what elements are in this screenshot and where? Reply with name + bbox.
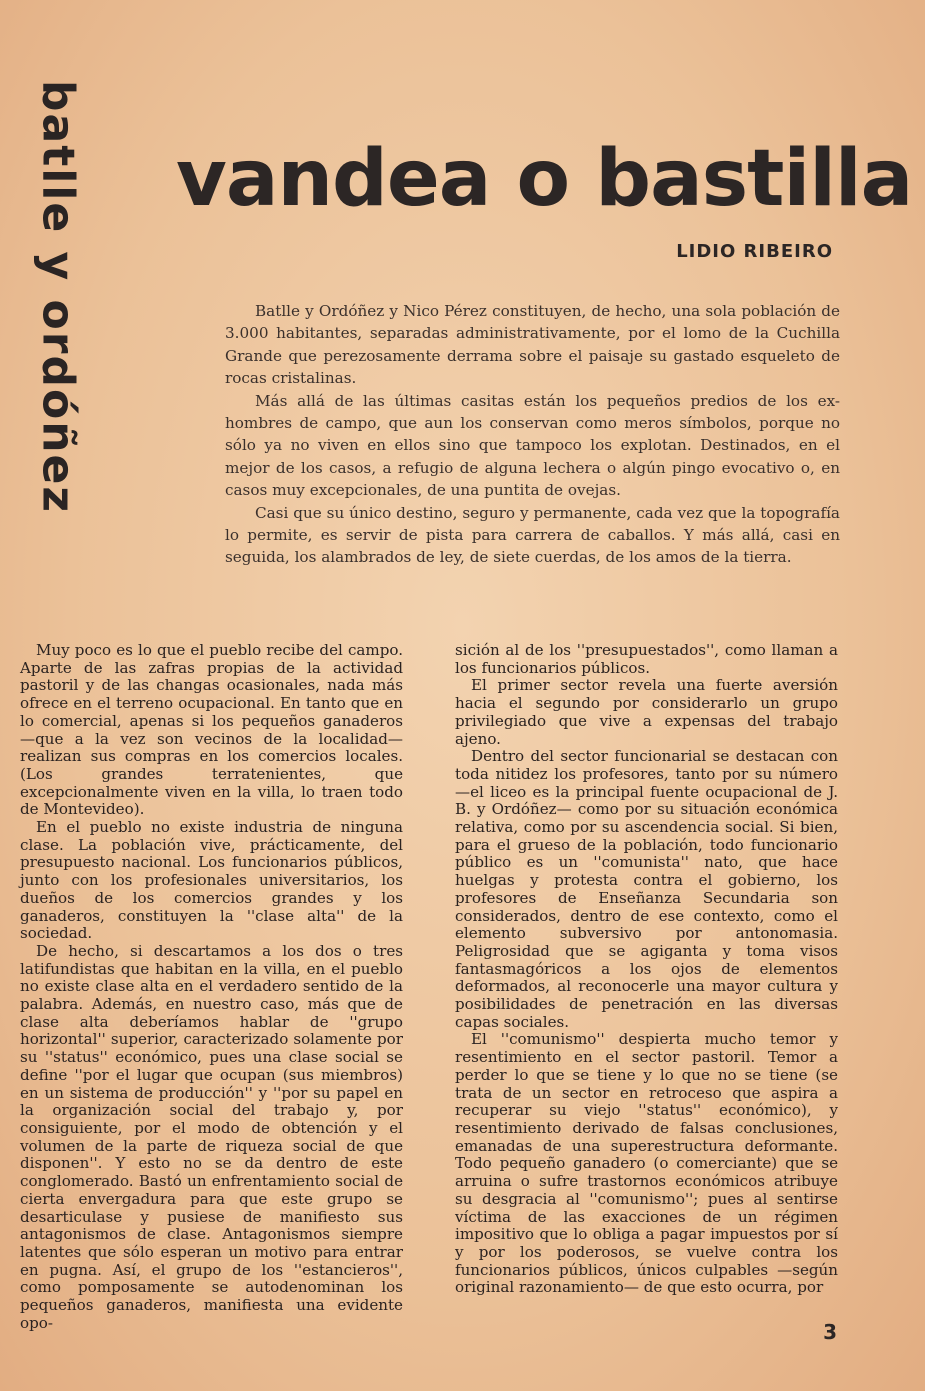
body-paragraph: Muy poco es lo que el pueblo recibe del campo. Aparte de las zafras propias de la actividad pastoril y de las changas ocasionales, nada más ofrece en el terreno ocupacional. En tanto que en lo comercial, apenas si los pequeños ganaderos —que a la vez son vecinos de la localidad— realizan sus compras en los comercios locales. (Los grandes terratenientes, que excepcionalmente viven en la villa, lo traen todo de Montevideo). (20, 641, 403, 819)
intro-section (225, 300, 840, 569)
right-column (455, 642, 838, 1297)
body-paragraph: El ''comunismo'' despierta mucho temor y resentimiento en el sector pastoril. Temor a perder lo que se tiene y lo que no se tiene (se trata de un sector en retroceso que aspira a recuperar su viejo ''status'' económico), y resentimiento derivado de falsas conclusiones, emanadas de una superestructura deformante. Todo pequeño ganadero (o comerciante) que se arruina o sufre trastornos económicos atribuye su desgracia al ''comunismo''; pues al sentirse víctima de las exacciones de un régimen impositivo que lo obliga a pagar impuestos por sí y por los poderosos, se vuelve contra los funcionarios públicos, únicos culpables —según original razonamiento— de que esto ocurra, por (455, 1030, 838, 1297)
side-title: batlle y ordóñez (32, 80, 84, 514)
left-column (20, 642, 403, 1332)
author-byline: LIDIO RIBEIRO (676, 241, 833, 262)
body-paragraph: El primer sector revela una fuerte aversión hacia el segundo por considerarlo un grupo privilegiado que vive a expensas del trabajo ajeno. (455, 676, 838, 748)
page-number: 3 (823, 1320, 837, 1344)
body-paragraph: Dentro del sector funcionarial se destacan con toda nitidez los profesores, tanto por su número —el liceo es la principal fuente ocupacional de J. B. y Ordóñez— como por su situación económica relativa, como por su ascendencia social. Si bien, para el grueso de la población, todo funcionario público es un ''comunista'' nato, que hace huelgas y protesta contra el gobierno, los profesores de Enseñanza Secundaria son considerados, dentro de ese contexto, como el elemento subversivo por antonomasia. Peligrosidad que se agiganta y toma visos fantasmagóricos a los ojos de elementos deformados, al reconocerle una mayor cultura y posibilidades de penetración en las diversas capas sociales. (455, 747, 838, 1031)
body-paragraph: De hecho, si descartamos a los dos o tres latifundistas que habitan en la villa, en el pueblo no existe clase alta en el verdadero sentido de la palabra. Además, en nuestro caso, más que de clase alta deberíamos hablar de ''grupo horizontal'' superior, caracterizado solamente por su ''status'' económico, pues una clase social se define ''por el lugar que ocupan (sus miembros) en un sistema de producción'' y ''por su papel en la organización social del trabajo y, por consiguiente, por el modo de obtención y el volumen de la parte de riqueza social de que disponen''. Y esto no se da dentro de este conglomerado. Bastó un enfrentamiento social de cierta envergadura para que este grupo se desarticulase y pusiese de manifiesto sus antagonismos de clase. Antagonismos siempre latentes que sólo esperan un motivo para entrar en pugna. Así, el grupo de los ''estancieros'', como pomposamente se autodenominan los pequeños ganaderos, manifiesta una evidente opo- (20, 941, 403, 1332)
body-paragraph: En el pueblo no existe industria de ninguna clase. La población vive, prácticamente, del presupuesto nacional. Los funcionarios públicos, junto con los profesionales universitarios, los dueños de los comercios grandes y los ganaderos, constituyen la ''clase alta'' de la sociedad. (20, 818, 403, 943)
article-title: vandea o bastilla (176, 134, 913, 224)
intro-paragraph: Batlle y Ordóñez y Nico Pérez constituyen, de hecho, una sola población de 3.000 habitantes, separadas administrativamente, por el lomo de la Cuchilla Grande que perezosamente derrama sobre el paisaje su gastado esqueleto de rocas cristalinas. (225, 302, 840, 388)
intro-paragraph: Casi que su único destino, seguro y permanente, cada vez que la topografía lo permite, es servir de pista para carrera de caballos. Y más allá, casi en seguida, los alambrados de ley, de siete cuerdas, de los amos de la tierra. (225, 503, 840, 567)
body-paragraph: sición al de los ''presupuestados'', como llaman a los funcionarios públicos. (455, 641, 838, 677)
intro-paragraph: Más allá de las últimas casitas están los pequeños predios de los ex-hombres de campo, que aun los conservan como meros símbolos, porque no sólo ya no viven en ellos sino que tampoco los explotan. Destinados, en el mejor de los casos, a refugio de alguna lechera o algún pingo evocativo o, en casos muy excepcionales, de una puntita de ovejas. (225, 391, 840, 500)
